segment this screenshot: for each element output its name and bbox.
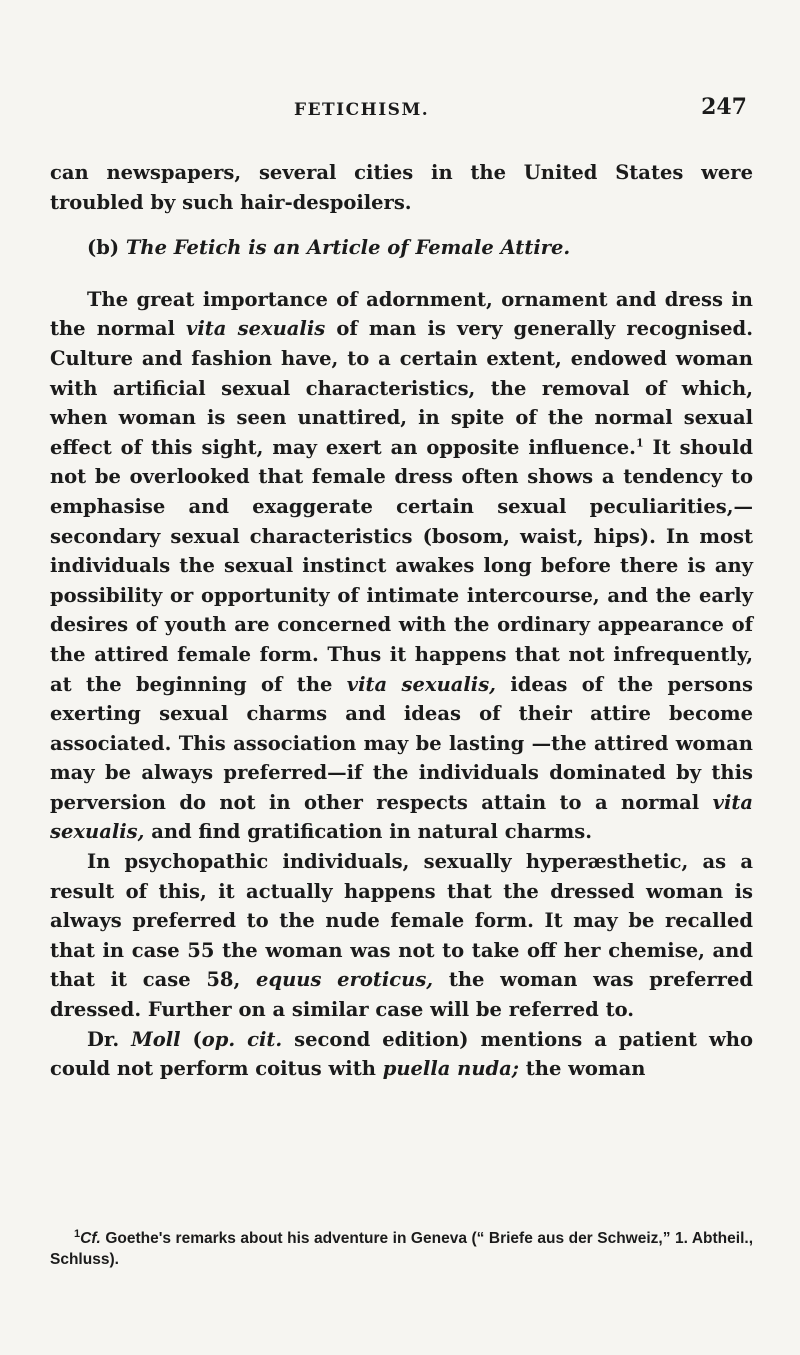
paragraph: In psychopathic individuals, sexually hyperæsthetic, as a result of this, it actually happens that the dressed woman is always preferred to the nude female form. It may be recalled that in case 55 the woman was not to take off her chemise, and that it case 58, equus eroticus, the woman was preferred dressed. Further on a similar case will be referred to. — [50, 850, 753, 1022]
paragraph: The great importance of adornment, ornament and dress in the normal vita sexualis of man is very generally recognised. Culture and fashion have, to a certain extent, endowed woman with artificial sexual characteristics, the removal of which, when woman is seen unattired, in spite of the normal sexual effect of this sight, may exert an opposite influence.$^1$ It should not be overlooked that female dress often shows a tendency to emphasise and exaggerate certain sexual peculiarities,—secondary sexual characteristics (bosom, waist, hips). In most individuals the sexual instinct awakes long before there is any possibility or opportunity of intimate intercourse, and the early desires of youth are concerned with the ordinary appearance of the attired female form. Thus it happens that not infrequently, at the beginning of the vita sexualis, ideas of the persons exerting sexual charms and ideas of their attire become associated. This association may be lasting —the attired woman may be always preferred—if the individuals dominated by this perversion do not in other respects attain to a normal vita sexualis, and find gratification in natural charms. — [50, 287, 753, 844]
running-title: FETICHISM. — [294, 100, 430, 120]
paragraph: Dr. Moll (op. cit. second edition) mentions a patient who could not perform coitus with puella nuda; the woman — [50, 1027, 753, 1081]
footnote-reference: 1 — [635, 436, 644, 450]
footnote-marker: 1 — [74, 1227, 81, 1240]
body-text — [50, 158, 753, 1084]
footnote: $^1$Cf. Goethe's remarks about his adventure in Geneva (“ Briefe aus der Schweiz,” 1. Abtheil., Schluss). — [50, 1227, 753, 1268]
section-heading: (b) The Fetich is an Article of Female Attire. — [87, 236, 571, 260]
page-number: 247 — [701, 94, 747, 120]
running-head — [0, 94, 800, 130]
section-heading-title: The Fetich is an Article of Female Attire. — [125, 236, 571, 260]
paragraph-continued: can newspapers, several cities in the United States were troubled by such hair-despoilers. — [50, 161, 753, 214]
